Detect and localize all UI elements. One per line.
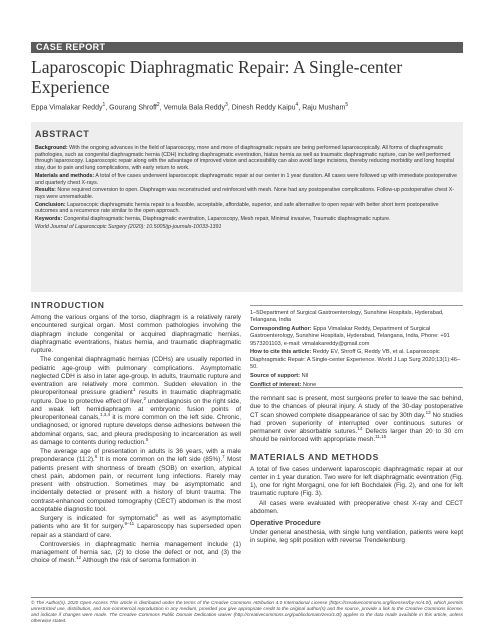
abstract-results-label: Results: [35,187,56,194]
abstract-keywords [35,216,458,223]
abstract-results-text: None required conversion to open. Diaphragm was reconstructed and reinforced with mesh. None had any postoperative complications. Follow-up postoperative chest X-rays were unremarkable. [35,187,454,200]
citation-ref: 13 [425,409,431,415]
source-of-support-text: Nil [301,372,309,379]
info-box-top-rule [250,305,463,306]
conflict-of-interest-label: Conflict of interest: [250,381,302,388]
abstract-box [31,122,463,292]
continued-paragraph [250,395,463,445]
author-affiliation-mark: 5 [345,102,349,108]
citation-ref: 7 [222,454,225,460]
operative-procedure-heading: Operative Procedure [250,518,321,527]
methods-paragraph: Under general anesthesia, with single lung ventilation, patients were kept in supine, leg split position with reverse Trendelenburg [250,529,463,545]
how-to-cite [250,349,463,371]
abstract-background [35,145,458,172]
article-type-band [31,42,463,53]
author-affiliation-mark: 4 [295,102,299,108]
author-list: Eppa Vimalakar Reddy$^1$, Gourang Shroff$^2$, Vemula Bala Reddy$^3$, Dinesh Reddy Kaipu$^4$, Raju Musham$^5$ [31,102,349,112]
abstract-methods-text: A total of five cases underwent laparoscopic diaphragmatic repair at our center in 1 year duration. All cases were followed up with immediate postoperative and quarterly chest X-rays. [35,172,457,186]
citation-ref: 11,15 [375,434,387,440]
citation-ref: 8 [155,512,158,518]
corresponding-author-text: Eppa Vimalakar Reddy, Department of Surgical Gastroenterology, Sunshine Hospitals, Hyderabad, Telangana, India, Phone: +91 9573201103, e-mail: vimalakareddy@gmail.com [250,326,450,347]
intro-paragraph [31,512,241,540]
footer-rule [31,597,463,598]
abstract-conclusion-label: Conclusion: [35,201,66,208]
intro-paragraph [31,448,241,514]
article-type-label: CASE REPORT [36,42,106,52]
citation-ref: 12 [76,555,82,561]
intro-paragraph [31,356,241,447]
how-to-cite-text: Reddy EV, Shroff G, Reddy VB, et al. Laparoscopic Diaphragmatic Repair: A Single-center Experience. World J Lap Surg 2020;13(1):46–50. [250,349,461,371]
citation-ref: 14 [357,425,363,431]
text-run: results in traumatic diaphragmatic rupture. Due to protective effect of liver, [31,389,241,405]
abstract-methods-label: Materials and methods: [35,172,95,179]
conflict-of-interest-text: None [302,381,317,388]
source-of-support [250,373,463,380]
author-name: Gourang Shroff [109,104,157,112]
text-run: Surgery is indicated for symptomatic [40,515,156,522]
author-name: Raju Musham [302,104,346,112]
text-run: It is more common on the left side (85%). [97,456,223,464]
author-name: Eppa Vimalakar Reddy [31,104,103,112]
citation-ref: 2 [143,395,146,401]
text-run: Laparoscopy has superseded open repair as a standard of care. [31,523,241,539]
methods-paragraph: A total of five cases underwent laparoscopic diaphragmatic repair at our center in 1 year duration. Two were for left diaphragmatic eventration (Fig. 1), one for right Morgagni, one for left Bochdalek (Fig. 2), and one for left traumatic rupture (Fig. 3). [250,465,463,498]
abstract-conclusion-text: Laparoscopic diaphragmatic hernia repair is a feasible, acceptable, affordable, superior, and safe alternative to open repair with better short term postoperative outcomes and a recurrence rate similar to the open approach. [35,201,439,215]
right-column-text [250,395,463,547]
citation-ref: 1,3,4 [99,411,110,417]
text-run: The congenital diaphragmatic hernias (CDHs) are usually reported in pediatric age-group with pulmonary complications. Asymptomatic neglected CDH is also in later age-group. In adults, traumatic rupture and eventration are relatively more common. Sudden elevation in the pleuroperitoneal pressure gradient [31,356,241,397]
abstract-background-text: With the ongoing advances in the field of laparoscopy, more and more of diaphragmatic repairs are being performed laparoscopically. All forms of diaphragmatic pathologies, such as congenital diaphragmatic hernia (CDH) including diaphragmatic eventration, hiatus hernia as well as traumatic diaphragmatic rupture, can be well performed through laparoscopy. Laparoscopic repair along with the advantage of improved vision and accessibility can also avoid large incisions, thereby reducing morbidity and long hospital stay, due to pain and lung complications, with early return to work. [35,145,454,172]
abstract-keywords-text: Congenital diaphragmatic hernia, Diaphragmatic eventration, Laparoscopy, Mesh repair, Minimal invasive, Traumatic diaphragmatic rupture. [63,216,391,223]
methods-heading: MATERIALS AND METHODS [250,451,379,462]
text-run: Controversies in diaphragmatic hernia management include (1) management of hernia sac, (2) to close the defect or not, and (3) the choice of mesh. [31,540,241,565]
text-run: it is more common on the left side. Chronic, undiagnosed, or ignored rupture develops dense adhesions between the abdominal organs, sac, and pleura predisposing to incarceration as well as damage to contents during reduction. [31,414,241,446]
info-box-bottom-rule [250,387,463,388]
affiliation: 1–5Department of Surgical Gastroenterology, Sunshine Hospitals, Hyderabad, Telangana, India [250,310,444,324]
corresponding-author-label: Corresponding Author: [250,326,312,333]
citation-ref: 6 [94,454,98,460]
citation-ref: 5 [145,436,149,442]
text-run: the remnant sac is present, most surgeons prefer to leave the sac behind, due to the chances of pleural injury. A study of the 30-day postoperative CT scan showed complete disappearance of sac by 30th day. [250,395,463,419]
author-name: Dinesh Reddy Kaipu [231,104,296,112]
corresponding-author [250,326,463,348]
abstract-body [35,145,458,231]
citation-ref: 1 [132,387,136,393]
text-run: Most patients present with shortness of breath (SOB) on exertion, atypical chest pain, abdomen pain, or recurrent lung infections. Rarely may present with obstruction. Sometimes may be asymptomatic and incidentally detected or present with a history of blunt trauma. The contrast-enhanced computed tomography (CECT) abdomen is the most acceptable diagnostic tool. [31,456,241,513]
text-run: Defects larger than 20 to 30 cm should be reinforced with appropriate mesh. [250,428,463,444]
license-footer: © The Author(s). 2020 Open Access This article is distributed under the terms of the Creative Commons Attribution 4.0 International License (https://creativecommons.org/licenses/by-nc/4.0/), which permits unrestricted use, distribution, and non-commercial reproduction in any medium, provided you give appropriate credit to the original author(s) and the source, provide a link to the Creative Commons license, and indicate if changes were made. The Creative Commons Public Domain Dedication waiver (http://creativecommons.org/publicdomain/zero/1.0/) applies to the data made available in this article, unless otherwise stated. [31,600,463,623]
author-affiliation-mark: 1 [102,102,106,108]
text-run: underdiagnosis on the right side, and weak left hemidiaphragm at embryonic fusion points of pleuroperitoneal canals, [31,397,241,421]
text-run: The average age of presentation in adults is 36 years, with a male preponderance (11:2). [31,448,241,464]
article-info-box [250,310,463,390]
abstract-methods [35,173,458,186]
author-name: Vemula Bala Reddy [163,104,226,112]
intro-paragraph [31,541,241,566]
abstract-heading: ABSTRACT [35,129,90,139]
text-run: Although the risk of seroma formation in [81,557,197,565]
author-affiliation-mark: 2 [156,102,160,108]
introduction-column [31,300,241,567]
citation-ref: 9–11 [124,521,135,527]
how-to-cite-label: How to cite this article: [250,349,312,356]
methods-paragraph: All cases were evaluated with preoperative chest X-ray and CECT abdomen. [250,499,463,515]
introduction-heading: INTRODUCTION [31,300,105,310]
abstract-citation: World Journal of Laparoscopic Surgery (2020): 10.5005/jp-journals-10033-1391 [35,223,222,230]
intro-paragraph: Among the various organs of the torso, diaphragm is a relatively rarely encountered surgical organ. Most common pathologies involving the diaphragm include congenital or acquired diaphragmatic hernias, diaphragmatic eventrations, hiatus hernia, and traumatic diaphragmatic rupture. [31,314,241,354]
article-title: Laparoscopic Diaphragmatic Repair: A Single-center Experience [31,57,403,97]
text-run: as well as asymptomatic patients who are fit for surgery. [31,515,241,531]
author-affiliation-mark: 3 [225,102,228,108]
abstract-results [35,187,458,200]
abstract-conclusion [35,202,458,215]
abstract-keywords-label: Keywords: [35,216,63,223]
text-run: No studies had proven superiority of interrupted over continuous sutures or permanent over absorbable sutures. [250,411,463,435]
abstract-background-label: Background: [35,145,68,151]
source-of-support-label: Source of support: [250,372,301,379]
